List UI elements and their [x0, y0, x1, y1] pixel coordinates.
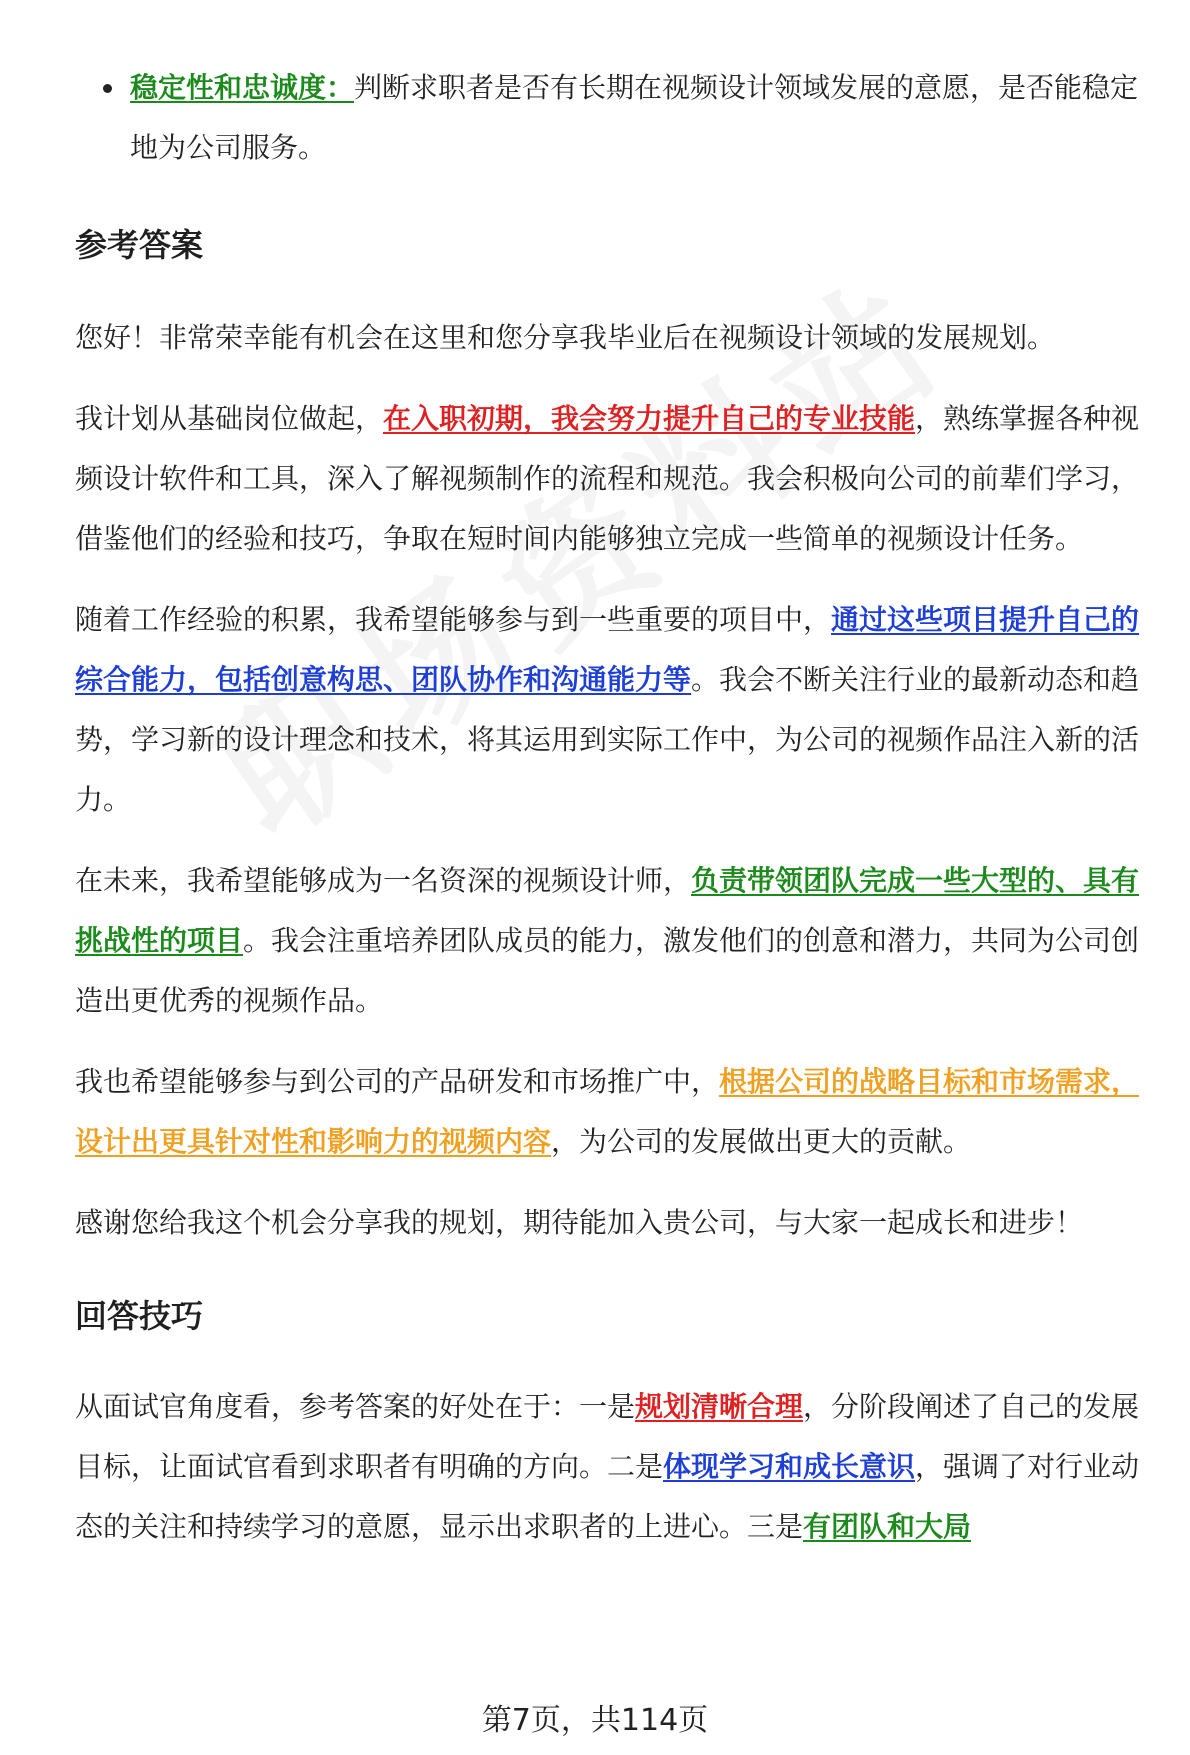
paragraph-text: ，为公司的发展做出更大的贡献。 [551, 1125, 972, 1158]
highlight-red: 规划清晰合理 [635, 1390, 804, 1423]
intro-bullet [75, 58, 1160, 178]
bullet-text: 判断求职者是否有长期在视频设计领域发展的意愿，是否能稳定地为公司服务。 [130, 71, 1139, 164]
highlight-blue: 体现学习和成长意识 [663, 1450, 916, 1483]
paragraph-text: ，熟练掌握各种视频设计软件和工具，深入了解视频制作的流程和规范。我会积极向公司的前辈们学习，借鉴他们的经验和技巧，争取在短时间内能够独立完成一些简单的视频设计任务。 [75, 402, 1140, 555]
page-number: 第7页，共114页 [481, 1703, 709, 1738]
paragraph-text: 在未来，我希望能够成为一名资深的视频设计师， [75, 864, 692, 897]
reference-paragraph-5 [75, 1052, 1160, 1172]
reference-paragraph-2 [75, 389, 1160, 569]
paragraph-text: 。我会不断关注行业的最新动态和趋势，学习新的设计理念和技术，将其运用到实际工作中，为公司的视频作品注入新的活力。 [75, 663, 1140, 816]
highlight-blue: 通过这些项目提升自己的综合能力，包括创意构思、团队协作和沟通能力等 [75, 603, 1140, 696]
paragraph-text: ，分阶段阐述了自己的发展目标，让面试官看到求职者有明确的方向。二是 [75, 1390, 1140, 1483]
content-area [75, 58, 1160, 1557]
reference-paragraph-3 [75, 590, 1160, 830]
highlight-red: 在入职初期，我会努力提升自己的专业技能 [383, 402, 916, 435]
reference-heading: 参考答案 [75, 226, 204, 264]
paragraph-text: 随着工作经验的积累，我希望能够参与到一些重要的项目中， [75, 603, 832, 636]
paragraph-text: 从面试官角度看，参考答案的好处在于：一是 [75, 1390, 636, 1423]
highlight-orange: 根据公司的战略目标和市场需求，设计出更具针对性和影响力的视频内容 [75, 1065, 1140, 1158]
tips-paragraph [75, 1377, 1160, 1557]
paragraph-text: 我计划从基础岗位做起， [75, 402, 384, 435]
paragraph-text: ，强调了对行业动态的关注和持续学习的意愿，显示出求职者的上进心。三是 [75, 1450, 1140, 1543]
reference-paragraph-4 [75, 851, 1160, 1031]
reference-paragraph-1: 您好！非常荣幸能有机会在这里和您分享我毕业后在视频设计领域的发展规划。 [75, 321, 1056, 354]
tips-heading: 回答技巧 [75, 1297, 204, 1335]
highlight-green: 有团队和大局 [803, 1510, 972, 1543]
highlight-green: 负责带领团队完成一些大型的、具有挑战性的项目 [75, 864, 1140, 957]
paragraph-text: 我也希望能够参与到公司的产品研发和市场推广中， [75, 1065, 720, 1098]
bullet-dot-icon [103, 84, 112, 93]
bullet-highlight: 稳定性和忠诚度： [130, 71, 355, 104]
reference-paragraph-6: 感谢您给我这个机会分享我的规划，期待能加入贵公司，与大家一起成长和进步！ [75, 1206, 1084, 1239]
paragraph-text: 。我会注重培养团队成员的能力，激发他们的创意和潜力，共同为公司创造出更优秀的视频作品。 [75, 924, 1140, 1017]
